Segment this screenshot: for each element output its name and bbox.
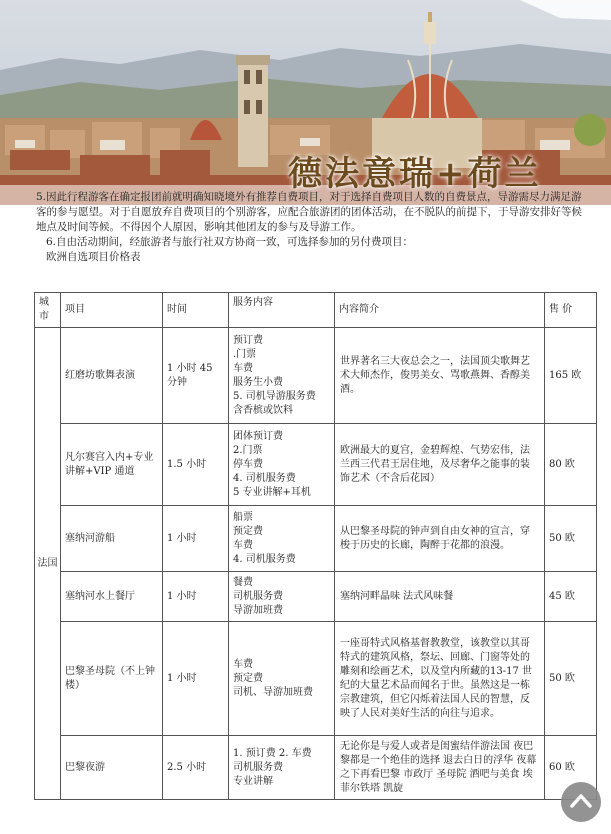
- service-line: 停车费: [233, 458, 263, 470]
- table-header-row: [35, 293, 597, 328]
- time-cell: 1 小时: [163, 572, 229, 622]
- price-cell: 45 欧: [545, 572, 597, 622]
- time-cell: 2.5 小时: [163, 736, 229, 800]
- time-cell: 1 小时: [163, 622, 229, 736]
- price-cell: 50 欧: [545, 622, 597, 736]
- item-cell: 巴黎夜游: [61, 736, 163, 800]
- service-line: 司机服务费: [233, 761, 283, 773]
- service-line: .门票: [233, 348, 257, 360]
- item-cell: 红磨坊歌舞表演: [61, 328, 163, 424]
- desc-cell: 从巴黎圣母院的钟声到自由女神的宣言，穿梭于历史的长廊，陶醉于花都的浪漫。: [335, 506, 545, 572]
- item-cell: 塞纳河游船: [61, 506, 163, 572]
- desc-cell: 欧洲最大的夏宫，金碧辉煌、气势宏伟，法兰西三代君王居住地，及尽奢华之能事的装饰艺术（不含后花园）: [335, 424, 545, 506]
- service-cell: [229, 736, 335, 800]
- table-row: [35, 622, 597, 736]
- price-cell: 80 欧: [545, 424, 597, 506]
- time-cell: 1 小时: [163, 506, 229, 572]
- city-cell: 法国: [35, 328, 61, 800]
- time-cell: 1 小时 45 分钟: [163, 328, 229, 424]
- service-line: 4. 司机服务费: [233, 553, 296, 565]
- header-time: 时间: [163, 293, 229, 328]
- service-line: 司机服务费: [233, 590, 283, 602]
- service-cell: [229, 622, 335, 736]
- service-line: 车费: [233, 658, 253, 670]
- desc-cell: 一座哥特式风格基督教教堂，该教堂以其哥特式的建筑风格，祭坛、回廊、门窗等处的雕刻和绘画艺术，以及堂内所藏的13-17 世纪的大量艺术品而闻名于世。虽然这是一栋宗教建筑，但它闪烁着法国人民的智慧，反映了人民对美好生活的向往与追求。: [335, 622, 545, 736]
- table-row: [35, 572, 597, 622]
- service-line: 专业讲解: [233, 775, 273, 787]
- table-row: [35, 506, 597, 572]
- chevron-up-icon: [569, 791, 593, 811]
- header-service: 服务内容: [229, 293, 335, 328]
- desc-cell: 世界著名三大夜总会之一，法国顶尖歌舞艺术大师杰作，俊男美女、骂歌燕舞、香醇美酒。: [335, 328, 545, 424]
- desc-cell: 塞纳河畔晶味 法式风味餐: [335, 572, 545, 622]
- service-cell: [229, 328, 335, 424]
- header-city: 城市: [35, 293, 61, 328]
- intro-paragraph-6: 6.自由活动期间，经旅游者与旅行社双方协商一致，可选择参加的另付费项目：: [46, 236, 414, 248]
- table-row: [35, 424, 597, 506]
- service-line: 车费: [233, 539, 253, 551]
- service-line: 预定费: [233, 672, 263, 684]
- hero-banner: [0, 0, 611, 205]
- price-cell: 60 欧: [545, 736, 597, 800]
- service-line: 5 专业讲解+耳机: [233, 486, 311, 498]
- service-line: 预订费: [233, 334, 263, 346]
- header-price: 售 价: [545, 293, 597, 328]
- service-cell: [229, 506, 335, 572]
- banner-title: 德法意瑞+荷兰: [288, 154, 542, 194]
- service-line: 含香槟或饮料: [233, 404, 293, 416]
- item-cell: 凡尔赛宫入内+专业讲解+VIP 通道: [61, 424, 163, 506]
- service-line: 餐费: [233, 576, 253, 588]
- service-line: 服务生小费: [233, 376, 283, 388]
- table-body: [35, 328, 597, 800]
- header-item: 项目: [61, 293, 163, 328]
- price-cell: 50 欧: [545, 506, 597, 572]
- service-cell: [229, 424, 335, 506]
- service-line: 5. 司机导游服务费: [233, 390, 316, 402]
- service-line: 团体预订费: [233, 430, 283, 442]
- intro-text: [36, 190, 592, 265]
- intro-paragraph-5: 5.因此行程游客在确定报团前就明确知晓境外有推荐自费项目，对于选择自费项目人数的自费景点，导游需尽力满足游客的参与愿望。对于自愿放弃自费项目的个别游客，应配合旅游团的团体活动，在不脱队的前提下，于导游安排好等候地点及时间等候。不得因个人原因，影响其他团友的参与及导游工作。: [36, 191, 582, 233]
- table-caption: 欧洲自选项目价格表: [46, 251, 141, 263]
- header-intro: 内容简介: [335, 293, 545, 328]
- table-row: [35, 736, 597, 800]
- time-cell: 1.5 小时: [163, 424, 229, 506]
- item-cell: 塞纳河水上餐厅: [61, 572, 163, 622]
- table-row: [35, 328, 597, 424]
- service-line: 车费: [233, 362, 253, 374]
- service-line: 1. 预订费 2. 车费: [233, 747, 312, 759]
- service-line: 司机、导游加班费: [233, 686, 313, 698]
- service-line: 船票: [233, 511, 253, 523]
- service-line: 预定费: [233, 525, 263, 537]
- service-line: 2.门票: [233, 444, 263, 456]
- optional-items-price-table: [34, 292, 597, 800]
- service-cell: [229, 572, 335, 622]
- scroll-to-top-button[interactable]: [561, 782, 601, 822]
- service-line: 4. 司机服务费: [233, 472, 296, 484]
- desc-cell: 无论你是与爱人或者是闺蜜结伴游法国 夜巴黎都是一个绝佳的选择 退去白日的浮华 夜幕之下再看巴黎 市政厅 圣母院 酒吧与美食 埃菲尔铁塔 凯旋: [335, 736, 545, 800]
- item-cell: 巴黎圣母院（不上钟楼）: [61, 622, 163, 736]
- price-cell: 165 欧: [545, 328, 597, 424]
- service-line: 导游加班费: [233, 604, 283, 616]
